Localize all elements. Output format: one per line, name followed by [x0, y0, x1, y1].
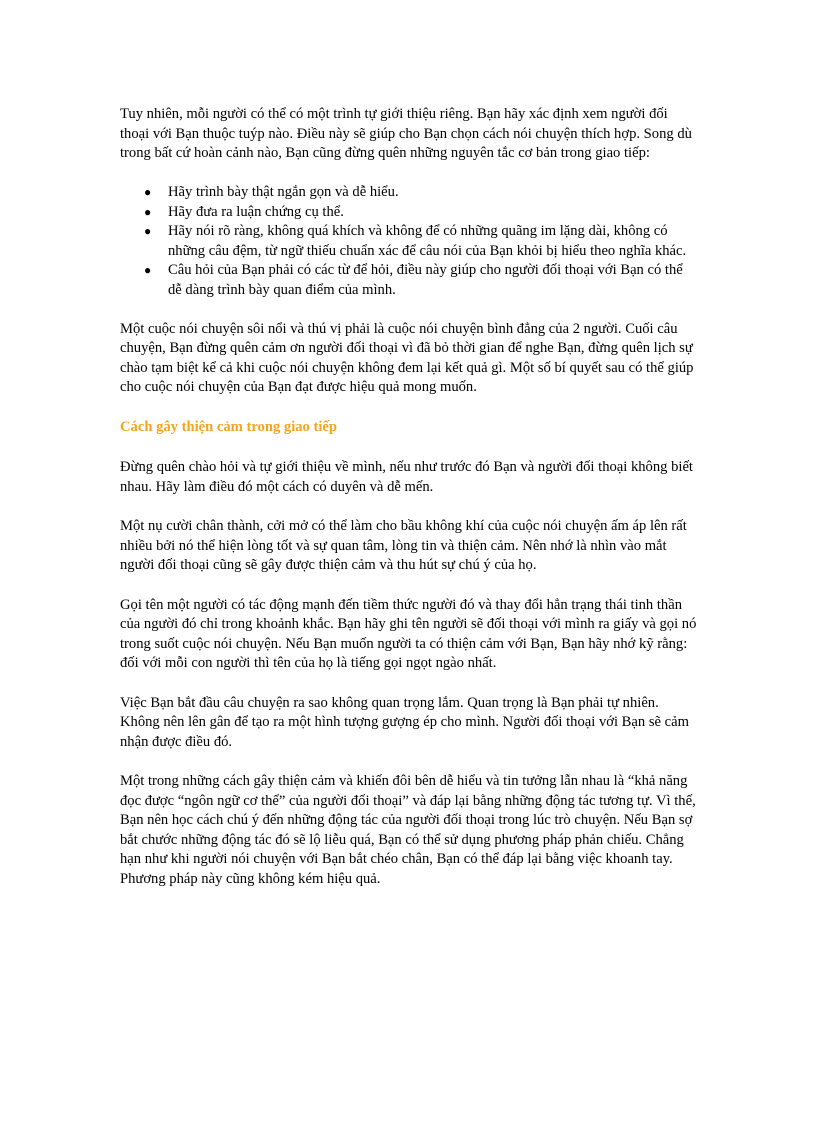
- bullet-icon: ●: [144, 185, 152, 199]
- section-paragraph: Đừng quên chào hỏi và tự giới thiệu về mình, nếu như trước đó Bạn và người đối thoại không biết nhau. Hãy làm điều đó một cách có duyên và dễ mến.: [120, 459, 693, 495]
- section-heading: Cách gây thiện cảm trong giao tiếp: [120, 418, 338, 435]
- list-item-text: Hãy trình bày thật ngắn gọn và dễ hiểu.: [168, 184, 399, 200]
- list-item: [120, 203, 700, 223]
- bullet-icon: ●: [144, 263, 152, 277]
- summary-paragraph: Một cuộc nói chuyện sôi nổi và thú vị phải là cuộc nói chuyện bình đẳng của 2 người. Cuối câu chuyện, Bạn đừng quên cảm ơn người đối thoại vì đã bỏ thời gian để nghe Bạn, đừng quên lịch sự chào tạm biệt kể cả khi cuộc nói chuyện không đem lại kết quả gì. Một số bí quyết sau có thể giúp cho cuộc nói chuyện của Bạn đạt được hiệu quả mong muốn.: [120, 320, 694, 395]
- list-item-text: Hãy đưa ra luận chứng cụ thể.: [168, 203, 344, 220]
- list-item-text: Hãy nói rõ ràng, không quá khích và không để có những quãng im lặng dài, không có những câu đệm, từ ngữ thiếu chuẩn xác để câu nói của Bạn khỏi bị hiểu theo nghĩa khác.: [168, 223, 687, 259]
- section-paragraph: Một trong những cách gây thiện cảm và khiến đôi bên dễ hiểu và tin tưởng lẫn nhau là “khả năng đọc được “ngôn ngữ cơ thể” của người đối thoại” và đáp lại bằng những động tác tương tự. Vì thế, Bạn nên học cách chú ý đến những động tác của người đối thoại trong lúc trò chuyện. Nếu Bạn sợ bắt chước những động tác đó sẽ lộ liễu quá, Bạn có thể sử dụng phương pháp phản chiếu. Chẳng hạn như khi người nói chuyện với Bạn bắt chéo chân, Bạn có thể đáp lại bằng việc khoanh tay. Phương pháp này cũng không kém hiệu quả.: [120, 773, 696, 887]
- tips-list: [120, 183, 700, 300]
- section-paragraph: Việc Bạn bắt đầu câu chuyện ra sao không quan trọng lắm. Quan trọng là Bạn phải tự nhiên. Không nên lên gân để tạo ra một hình tượng gượng ép cho mình. Người đối thoại với Bạn sẽ cảm nhận được điều đó.: [120, 694, 689, 750]
- list-item: [120, 183, 700, 203]
- section-paragraph: Gọi tên một người có tác động mạnh đến tiềm thức người đó và thay đổi hẳn trạng thái tinh thần của người đó chỉ trong khoảnh khắc. Bạn hãy ghi tên người sẽ đối thoại với mình ra giấy và gọi nó trong suốt cuộc nói chuyện. Nếu Bạn muốn người ta có thiện cảm với Bạn, Bạn hãy nhớ kỹ rằng: đối với mỗi con người thì tên của họ là tiếng gọi ngọt ngào nhất.: [120, 596, 697, 671]
- document-page: [120, 105, 700, 909]
- list-item-text: Câu hỏi của Bạn phải có các từ để hỏi, điều này giúp cho người đối thoại với Bạn có thể dễ dàng trình bày quan điểm của mình.: [168, 262, 683, 298]
- bullet-icon: ●: [144, 224, 152, 238]
- list-item: [120, 261, 700, 300]
- intro-paragraph: Tuy nhiên, mỗi người có thể có một trình tự giới thiệu riêng. Bạn hãy xác định xem người đối thoại với Bạn thuộc tuýp nào. Điều này sẽ giúp cho Bạn chọn cách nói chuyện thích hợp. Song dù trong bất cứ hoàn cảnh nào, Bạn cũng đừng quên những nguyên tắc cơ bản trong giao tiếp:: [120, 106, 692, 161]
- section-paragraph: Một nụ cười chân thành, cởi mở có thể làm cho bầu không khí của cuộc nói chuyện ấm áp lên rất nhiều bởi nó thể hiện lòng tốt và sự quan tâm, lòng tin và thiện cảm. Nên nhớ là nhìn vào mắt người đối thoại cũng sẽ gây được thiện cảm và thu hút sự chú ý của họ.: [120, 518, 687, 573]
- bullet-icon: ●: [144, 204, 152, 219]
- list-item: [120, 222, 700, 261]
